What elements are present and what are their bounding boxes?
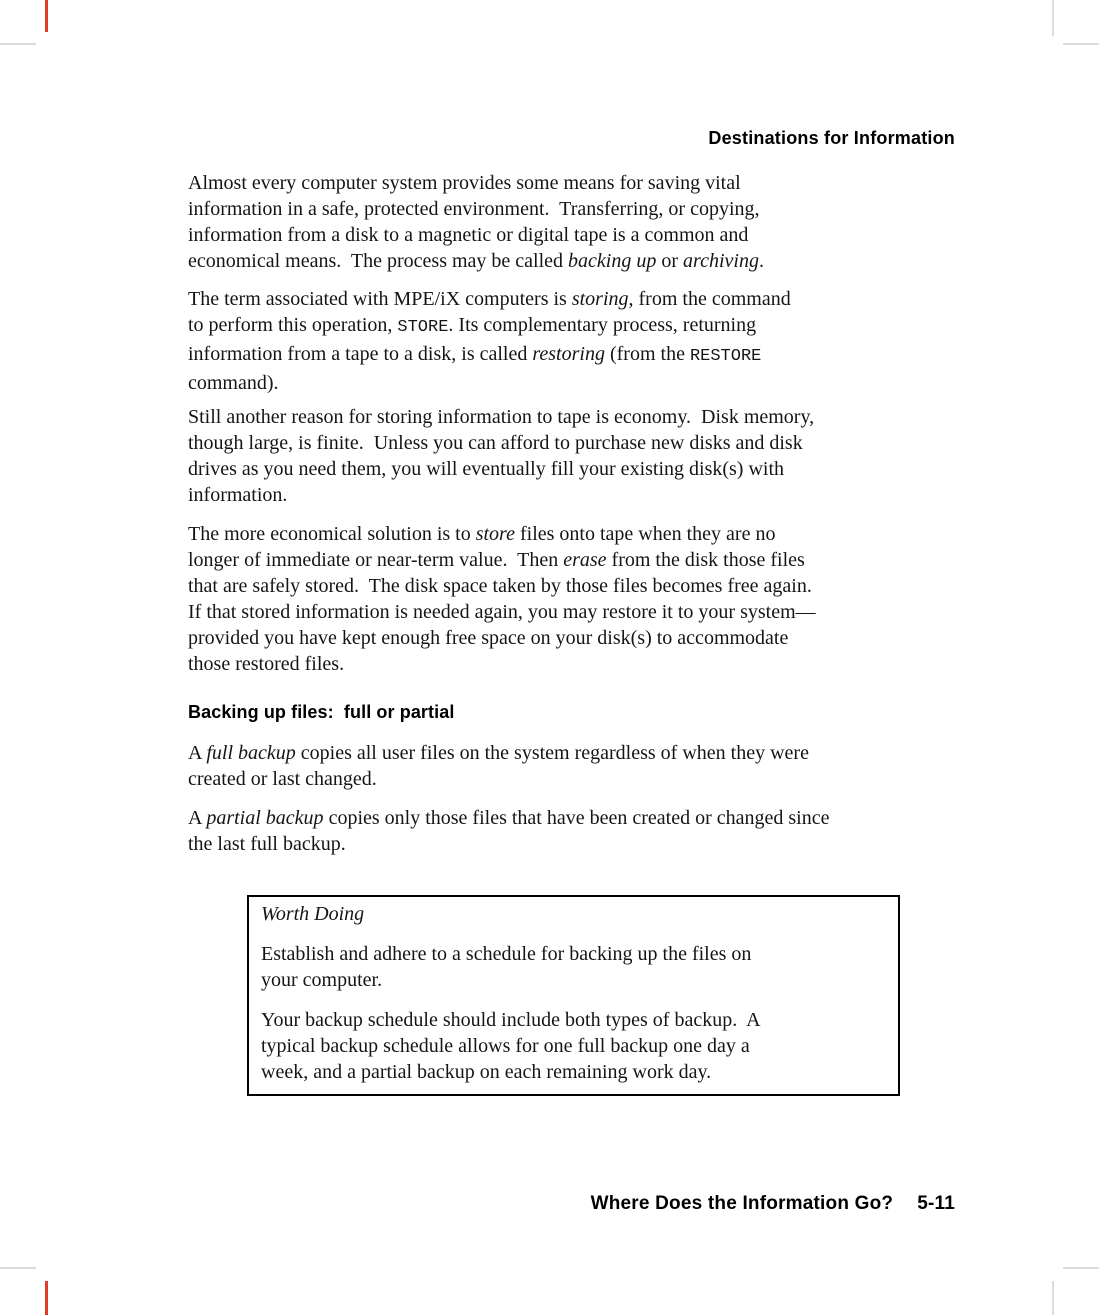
- crop-mark-bottom-right-horizontal: [1063, 1267, 1099, 1269]
- paragraph-intro-3: Still another reason for storing information to tape is economy. Disk memory, though large, is finite. Unless you can afford to purchase new disks and disk drives as you need them, you will eventually fill your existing disk(s) with information.: [188, 406, 815, 506]
- note-box-paragraph-2: Your backup schedule should include both types of backup. A typical backup schedule allows for one full backup one day a week, and a partial backup on each remaining work day.: [261, 1009, 761, 1083]
- crop-mark-top-left-vertical: [45, 0, 48, 32]
- crop-mark-bottom-left-vertical: [45, 1281, 48, 1315]
- section-heading-backing-up-files: Backing up files: full or partial: [188, 702, 455, 722]
- footer-chapter-title: Where Does the Information Go?: [590, 1193, 894, 1214]
- paragraph-intro-4: The more economical solution is to store files onto tape when they are no longer of immediate or near-term value. Then erase from the disk those files that are safely stored. The disk space taken by those files becomes free again. If that stored information is needed again, you may restore it to your system— provided you have kept enough free space on your disk(s) to accommodate those restored files.: [188, 523, 816, 675]
- crop-mark-top-left-horizontal: [0, 43, 36, 45]
- paragraph-full-backup: A full backup copies all user files on the system regardless of when they were created or last changed.: [188, 742, 809, 790]
- worth-doing-box: [247, 895, 900, 1096]
- running-header: Destinations for Information: [708, 128, 955, 148]
- note-box-title: Worth Doing: [261, 903, 365, 925]
- paragraph-intro-1: Almost every computer system provides some means for saving vital information in a safe, protected environment. Transferring, or copying, information from a disk to a magnetic or digital tape is a common and economical means. The process may be called backing up or archiving.: [188, 172, 764, 272]
- page-footer: [591, 1193, 955, 1215]
- paragraph-partial-backup: A partial backup copies only those files that have been created or changed since the last full backup.: [188, 807, 830, 855]
- note-box-paragraph-1: Establish and adhere to a schedule for backing up the files on your computer.: [261, 943, 752, 991]
- crop-mark-top-right-horizontal: [1063, 43, 1099, 45]
- crop-mark-bottom-right-vertical: [1052, 1281, 1054, 1315]
- paragraph-intro-2: The term associated with MPE/iX computers is storing, from the command to perform this operation, STORE. Its complementary process, returning information from a tape to a disk, is called restoring (from the RESTORE command).: [188, 288, 791, 394]
- crop-mark-bottom-left-horizontal: [0, 1267, 36, 1269]
- crop-mark-top-right-vertical: [1052, 0, 1054, 36]
- footer-page-number: 5-11: [917, 1193, 955, 1214]
